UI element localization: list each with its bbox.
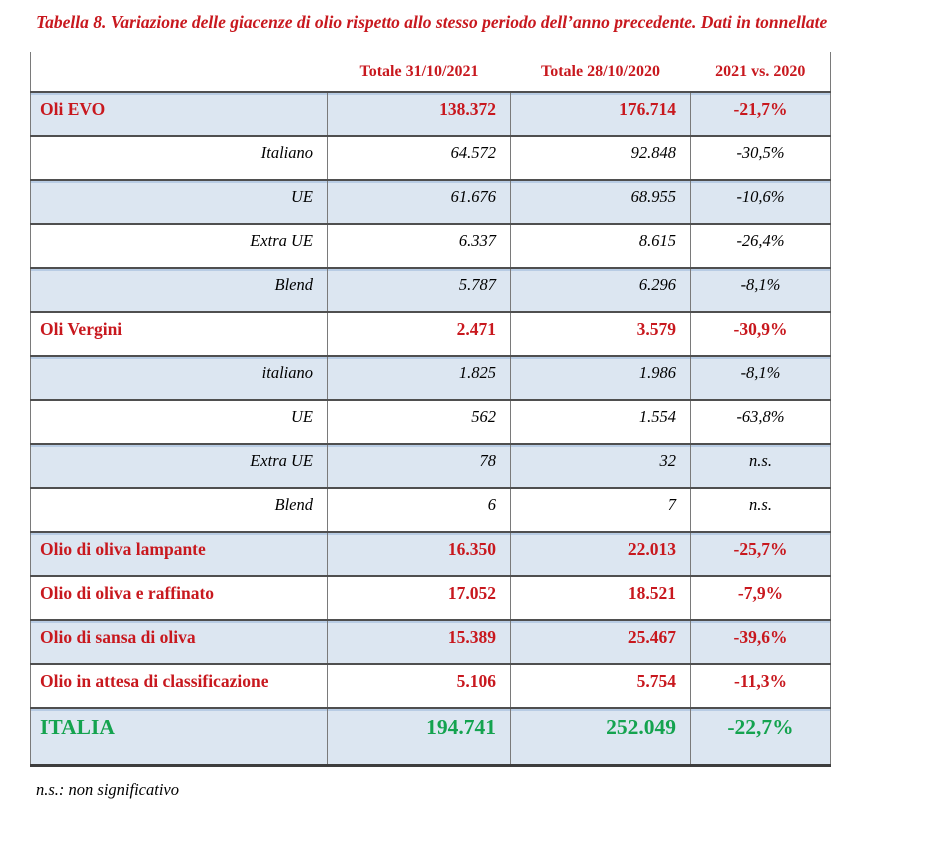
table-row [31, 620, 831, 664]
table-row [31, 576, 831, 620]
row-label: Oli EVO [31, 92, 328, 136]
row-label: Italiano [31, 136, 328, 180]
table-row [31, 268, 831, 312]
row-label: Olio in attesa di classificazione [31, 664, 328, 708]
column-header-labels [31, 52, 328, 92]
column-header-total-2021: Totale 31/10/2021 [328, 52, 511, 92]
value-total-2021: 1.825 [328, 356, 511, 400]
table-row [31, 400, 831, 444]
value-total-2021: 6 [328, 488, 511, 532]
table-row [31, 180, 831, 224]
value-delta-percent: -39,6% [691, 620, 831, 664]
value-delta-percent: -21,7% [691, 92, 831, 136]
value-delta-percent: -63,8% [691, 400, 831, 444]
value-total-2020: 6.296 [511, 268, 691, 312]
value-total-2020: 5.754 [511, 664, 691, 708]
row-label: Olio di oliva e raffinato [31, 576, 328, 620]
value-total-2021: 15.389 [328, 620, 511, 664]
value-total-2020: 176.714 [511, 92, 691, 136]
column-header-delta: 2021 vs. 2020 [691, 52, 831, 92]
value-delta-percent: -30,9% [691, 312, 831, 356]
value-delta-percent: -7,9% [691, 576, 831, 620]
row-label: Oli Vergini [31, 312, 328, 356]
value-total-2021: 61.676 [328, 180, 511, 224]
value-total-2020: 252.049 [511, 708, 691, 765]
value-total-2021: 2.471 [328, 312, 511, 356]
value-total-2021: 64.572 [328, 136, 511, 180]
value-total-2021: 194.741 [328, 708, 511, 765]
row-label: Olio di oliva lampante [31, 532, 328, 576]
value-delta-percent: -25,7% [691, 532, 831, 576]
value-total-2020: 1.986 [511, 356, 691, 400]
value-delta-percent: -26,4% [691, 224, 831, 268]
value-delta-percent: -8,1% [691, 268, 831, 312]
row-label: Extra UE [31, 224, 328, 268]
value-total-2021: 562 [328, 400, 511, 444]
row-label: ITALIA [31, 708, 328, 765]
value-total-2021: 16.350 [328, 532, 511, 576]
value-total-2021: 138.372 [328, 92, 511, 136]
value-delta-percent: -8,1% [691, 356, 831, 400]
value-total-2021: 6.337 [328, 224, 511, 268]
value-delta-percent: n.s. [691, 488, 831, 532]
row-label: Extra UE [31, 444, 328, 488]
value-total-2020: 68.955 [511, 180, 691, 224]
value-total-2020: 7 [511, 488, 691, 532]
table-row [31, 444, 831, 488]
value-delta-percent: -11,3% [691, 664, 831, 708]
value-total-2021: 5.106 [328, 664, 511, 708]
value-total-2021: 78 [328, 444, 511, 488]
page-title: Tabella 8. Variazione delle giacenze di olio rispetto allo stesso periodo dell’anno precedente. Dati in tonnellate [36, 12, 828, 32]
value-delta-percent: -22,7% [691, 708, 831, 765]
table-row [31, 532, 831, 576]
row-label: Blend [31, 488, 328, 532]
stock-table [30, 52, 831, 767]
footnote: n.s.: non significativo [36, 779, 179, 799]
table-row [31, 488, 831, 532]
table-row [31, 92, 831, 136]
stock-table-container [30, 52, 940, 767]
table-row [31, 708, 831, 765]
value-delta-percent: n.s. [691, 444, 831, 488]
row-label: Blend [31, 268, 328, 312]
value-total-2020: 18.521 [511, 576, 691, 620]
value-total-2020: 3.579 [511, 312, 691, 356]
row-label: Olio di sansa di oliva [31, 620, 328, 664]
table-row [31, 312, 831, 356]
value-delta-percent: -30,5% [691, 136, 831, 180]
value-total-2020: 25.467 [511, 620, 691, 664]
table-row [31, 356, 831, 400]
table-row [31, 664, 831, 708]
table-body [31, 92, 831, 765]
value-total-2021: 5.787 [328, 268, 511, 312]
row-label: UE [31, 400, 328, 444]
row-label: UE [31, 180, 328, 224]
column-header-total-2020: Totale 28/10/2020 [511, 52, 691, 92]
value-total-2020: 8.615 [511, 224, 691, 268]
table-header-row [31, 52, 831, 92]
value-total-2020: 32 [511, 444, 691, 488]
value-delta-percent: -10,6% [691, 180, 831, 224]
table-row [31, 136, 831, 180]
value-total-2021: 17.052 [328, 576, 511, 620]
value-total-2020: 1.554 [511, 400, 691, 444]
row-label: italiano [31, 356, 328, 400]
value-total-2020: 22.013 [511, 532, 691, 576]
table-row [31, 224, 831, 268]
value-total-2020: 92.848 [511, 136, 691, 180]
